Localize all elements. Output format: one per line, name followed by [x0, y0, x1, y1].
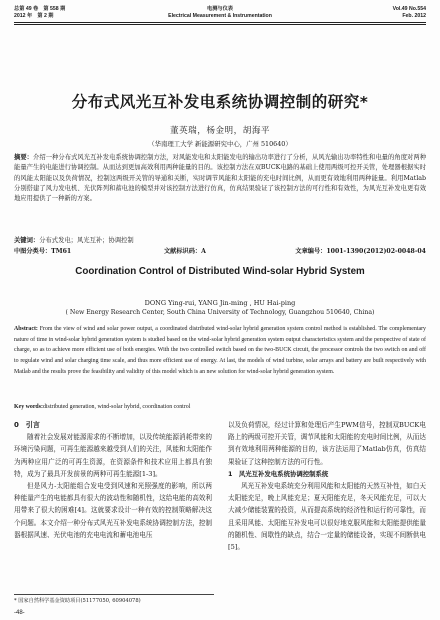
paper-affiliation: （华南理工大学 新能源研究中心，广州 510640） — [148, 140, 292, 148]
header-rule — [14, 22, 426, 23]
keywords-en-text: distributed generation, wind-solar hybrid, coordination control — [42, 404, 191, 410]
keywords-en — [14, 404, 426, 410]
abstract-en-label: Abstract: — [14, 326, 38, 332]
section-heading-intro: 0 引言 — [14, 421, 40, 429]
header-volume-en: Vol.49 No.554 — [392, 6, 426, 12]
header-journal-en: Electrical Measurement & Instrumentation — [168, 13, 272, 19]
abstract-en — [14, 324, 426, 378]
article-number: 文章编号：1001-1390(2012)02-0048-04 — [295, 248, 426, 255]
keywords-cn-text: 分布式发电；风光互补；协调控制 — [39, 237, 134, 244]
section-heading-1: 1 风光互补发电系统协调控制系统 — [228, 469, 329, 478]
abstract-en-text: From the view of wind and solar power output, a coordinated distributed wind-solar hybrid generation system control method is established. The complementary nature of time in wind-solar hybrid generation system is studied based on the wind-solar hybrid generation system output characteristics system and the perspective of state of charge, so as to achieve more efficient use of both energies. With the two controlled switch based on the two-BUCK circuit, the processor controls the two switch on and off to regulate wind and solar charging time scale, and thus more efficient use of energy. At last, the models of wind turbine, solar arrays and battery are built respectively with Matlab and the results prove the feasibility and validity of this model which is an new solution for wind-solar hybrid generation system. — [14, 326, 426, 375]
body-paragraph: 以及负荷情况，经过计算和处理后产生PWM信号，控制双BUCK电路上的两级可控开关管，调节风能和太阳能的充电时间比例，从而达到有效地利用两种能源的目的，该方法运用了Matlab仿真，仿真结果验证了这种控制方法的可行性。 — [228, 421, 426, 466]
header-issue: 2012 年 第 2 期 — [14, 13, 54, 19]
body-column-left — [14, 419, 212, 541]
body-paragraph: 风光互补发电系统充分利用风能和太阳能的天然互补性，如白天太阳能充足，晚上风能充足；夏天阳能充足，冬天风能充足，可以大大减少储能装置的投资，从而提高系统的经济性和运行的可靠性，而且采用风能、太阳能互补发电可以很好地克服风能和太阳能提供能量的随机性、间歇性的缺点，结合一定量的储能设备，实现不间断供电[5]。 — [228, 482, 426, 552]
abstract-cn — [14, 153, 426, 204]
abstract-cn-label: 摘要： — [14, 154, 34, 161]
abstract-cn-text: 介绍一种分布式风光互补发电系统协调控制方法，对风能发电和太阳能发电的输出功率进行了分析，从风光输出功率特性和电量的角度对两种能量产生的电能进行协调控制。从而达到更加高效利用两种能量的目的。该控制方法在双BUCK电路的基础上使用两级可控开关管，处理器根据实时的风能太阳能以及负荷情况，控制这两级开关管的导通和关断，实时调节风能和太阳能的充电时间比例，从而更有效地利用两种能量。利用Matlab分别搭建了风力发电机、光伏阵列和蓄电池的模型并对该控制方法进行仿真，仿真结果验证了该控制方法的可行性和有效性，为风光互补发电更有效地应用提供了一种新的方案。 — [14, 154, 427, 203]
footnote: * 国家自然科学基金资助项目(51177050, 60904078) — [14, 594, 214, 604]
paper-title: 分布式风光互补发电系统协调控制的研究* — [71, 93, 369, 111]
paper-title-en: Coordination Control of Distributed Wind-solar Hybrid System — [75, 266, 365, 277]
paper-affiliation-en: ( New Energy Research Center, South China University of Technology, Guangzhou 510640, China) — [65, 309, 375, 316]
header-volume: 总第 49 卷 第 558 期 — [14, 6, 66, 12]
keywords-cn-label: 关键词： — [14, 237, 40, 244]
page-number: -48- — [14, 610, 25, 616]
body-column-right — [228, 419, 426, 553]
classification-line — [14, 246, 426, 256]
keywords-cn — [14, 236, 426, 246]
header-rule-2 — [14, 24, 426, 25]
header-journal-cn: 电测与仪表 — [207, 6, 233, 12]
keywords-en-label: Key words: — [14, 404, 43, 410]
paper-authors: 董英瑞，杨金明，胡海平 — [169, 126, 271, 136]
body-paragraph: 随着社会发展对能源需求的不断增加，以及传统能源消耗带来的环境污染问题，可再生能源越来越受到人们的关注，风能和太阳能作为两种应用广泛的可再生资源，在资源条件和技术应用上都具有独特，成为了最具开发前景的两种可再生能源[1-3]。 — [14, 433, 212, 478]
clc-number: 中图分类号：TM61 — [14, 248, 72, 255]
header-date: Feb. 2012 — [402, 13, 426, 19]
body-paragraph: 但是风力-太阳能组合发电受到风速和光照强度的影响，所以两种能量产生的电能都具有很大的波动性和随机性，这给电能的高效利用带来了很大的困难[4]。这就要求设计一种有效的控制策略解决这个问题。本文介绍一种分布式风光互补发电系统协调控制方法，控制器根据风速、光伏电池的充电电流和蓄电池电压 — [14, 482, 212, 539]
paper-authors-en: DONG Ying-rui, YANG Jin-ming , HU Hai-ping — [144, 299, 296, 307]
document-code: 文献标识码：A — [164, 248, 206, 255]
